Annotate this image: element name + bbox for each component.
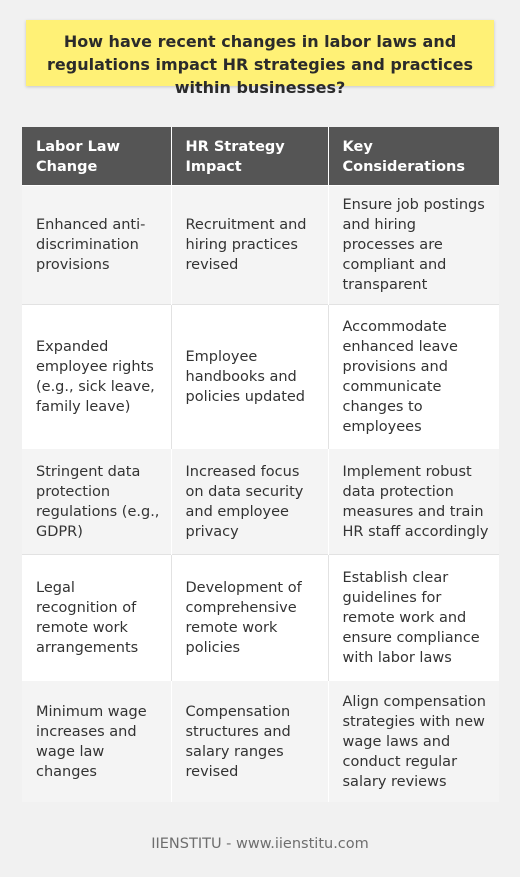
table-header-row xyxy=(22,127,499,186)
cell-labor-law-change: Legal recognition of remote work arrangements xyxy=(22,555,171,681)
table-row xyxy=(22,555,499,681)
table-row xyxy=(22,449,499,555)
footer-credit: IIENSTITU - www.iienstitu.com xyxy=(151,836,369,852)
header-labor-law-change: Labor Law Change xyxy=(22,127,171,186)
cell-hr-strategy-impact: Development of comprehensive remote work policies xyxy=(171,555,328,681)
cell-key-considerations: Accommodate enhanced leave provisions and communicate changes to employees xyxy=(328,305,499,449)
cell-labor-law-change: Stringent data protection regulations (e.g., GDPR) xyxy=(22,449,171,555)
cell-hr-strategy-impact: Employee handbooks and policies updated xyxy=(171,305,328,449)
cell-labor-law-change: Minimum wage increases and wage law changes xyxy=(22,681,171,803)
cell-labor-law-change: Expanded employee rights (e.g., sick leave, family leave) xyxy=(22,305,171,449)
cell-labor-law-change: Enhanced anti-discrimination provisions xyxy=(22,186,171,305)
cell-key-considerations: Implement robust data protection measures and train HR staff accordingly xyxy=(328,449,499,555)
cell-key-considerations: Align compensation strategies with new wage laws and conduct regular salary reviews xyxy=(328,681,499,803)
labor-law-table-container xyxy=(22,127,499,802)
cell-key-considerations: Establish clear guidelines for remote work and ensure compliance with labor laws xyxy=(328,555,499,681)
cell-hr-strategy-impact: Recruitment and hiring practices revised xyxy=(171,186,328,305)
cell-hr-strategy-impact: Increased focus on data security and employee privacy xyxy=(171,449,328,555)
page-title: How have recent changes in labor laws and regulations impact HR strategies and practices within businesses? xyxy=(26,20,494,86)
cell-hr-strategy-impact: Compensation structures and salary ranges revised xyxy=(171,681,328,803)
cell-key-considerations: Ensure job postings and hiring processes are compliant and transparent xyxy=(328,186,499,305)
header-key-considerations: Key Considerations xyxy=(328,127,499,186)
table-row xyxy=(22,305,499,449)
table-row xyxy=(22,681,499,803)
header-hr-strategy-impact: HR Strategy Impact xyxy=(171,127,328,186)
table-row xyxy=(22,186,499,305)
labor-law-table xyxy=(22,127,499,802)
